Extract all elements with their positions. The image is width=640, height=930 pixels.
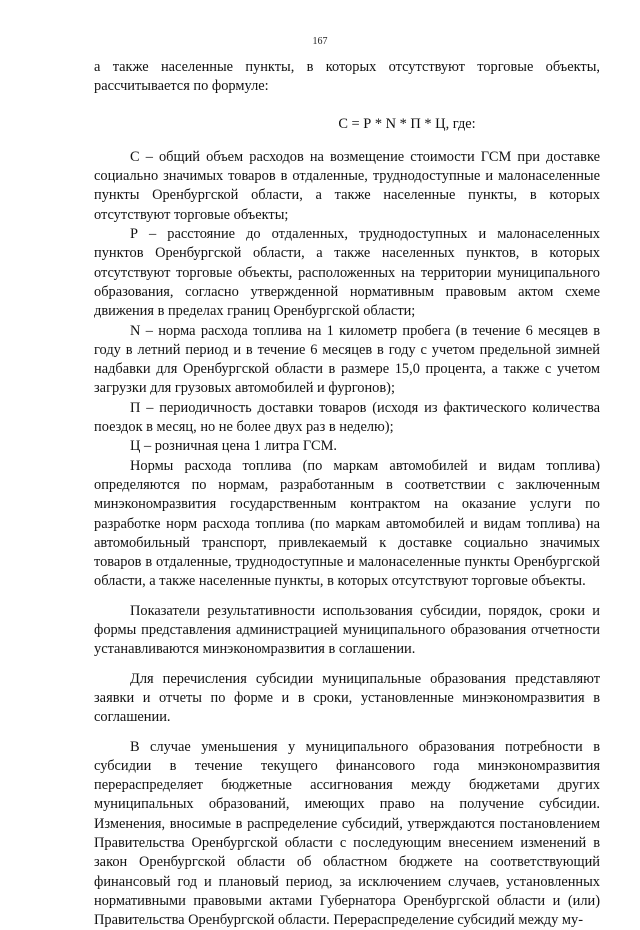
document-body [94, 58, 600, 930]
definition-period: П – периодичность доставки товаров (исходя из фактического количества поездок в месяц, но не более двух раз в неделю); [94, 399, 600, 438]
formula: С = Р * N * П * Ц, где: [94, 115, 600, 134]
definition-price: Ц – розничная цена 1 литра ГСМ. [94, 437, 600, 456]
intro-paragraph: а также населенные пункты, в которых отсутствуют торговые объекты, рассчитывается по формуле: [94, 58, 600, 97]
definition-c: С – общий объем расходов на возмещение стоимости ГСМ при доставке социально значимых товаров в отдаленные, труднодоступные и малонаселенные пункты Оренбургской области, а также населенные пункты, в которых отсутствуют торговые объекты; [94, 148, 600, 225]
page-number: 167 [0, 36, 640, 47]
definition-n: N – норма расхода топлива на 1 километр пробега (в течение 6 месяцев в году в летний период и в течение 6 месяцев в году с учетом предельной зимней надбавки для Оренбургской области в размере 15,0 процента, а также с учетом загрузки для грузовых автомобилей и фургонов); [94, 322, 600, 399]
reduction-paragraph: В случае уменьшения у муниципального образования потребности в субсидии в течение текущего финансового года минэкономразвития перераспределяет бюджетные ассигнования между бюджетами других муниципальных образований, имеющих право на получение субсидии. Изменения, вносимые в распределение субсидий, утверждаются постановлением Правительства Оренбургской области с последующим внесением изменений в закон Оренбургской области об областном бюджете на соответствующий финансовый год и плановый период, за исключением случаев, установленных нормативными правовыми актами Губернатора Оренбургской области и (или) Правительства Оренбургской области. Перераспределение субсидий между му- [94, 738, 600, 930]
transfer-paragraph: Для перечисления субсидии муниципальные образования представляют заявки и отчеты по форме и в сроки, установленные минэкономразвития в соглашении. [94, 670, 600, 728]
indicators-paragraph: Показатели результативности использования субсидии, порядок, сроки и формы представления администрацией муниципального образования отчетности устанавливаются минэкономразвития в соглашении. [94, 602, 600, 660]
fuel-norms-paragraph: Нормы расхода топлива (по маркам автомобилей и видам топлива) определяются по нормам, разработанным в соответствии с заключенным минэкономразвития государственным контрактом на оказание услуги по разработке норм расхода топлива (по маркам автомобилей и видам топлива) на автомобильный транспорт, привлекаемый к доставке социально значимых товаров в отдаленные, труднодоступные и малонаселенные пункты Оренбургской области, а также населенные пункты, в которых отсутствуют торговые объекты. [94, 457, 600, 592]
definition-p: Р – расстояние до отдаленных, труднодоступных и малонаселенных пунктов Оренбургской области, а также населенных пунктов, в которых отсутствуют торговые объекты, расположенных на территории муниципального образования, согласно утвержденной нормативным правовым актом схеме движения в пределах границ Оренбургской области; [94, 225, 600, 321]
